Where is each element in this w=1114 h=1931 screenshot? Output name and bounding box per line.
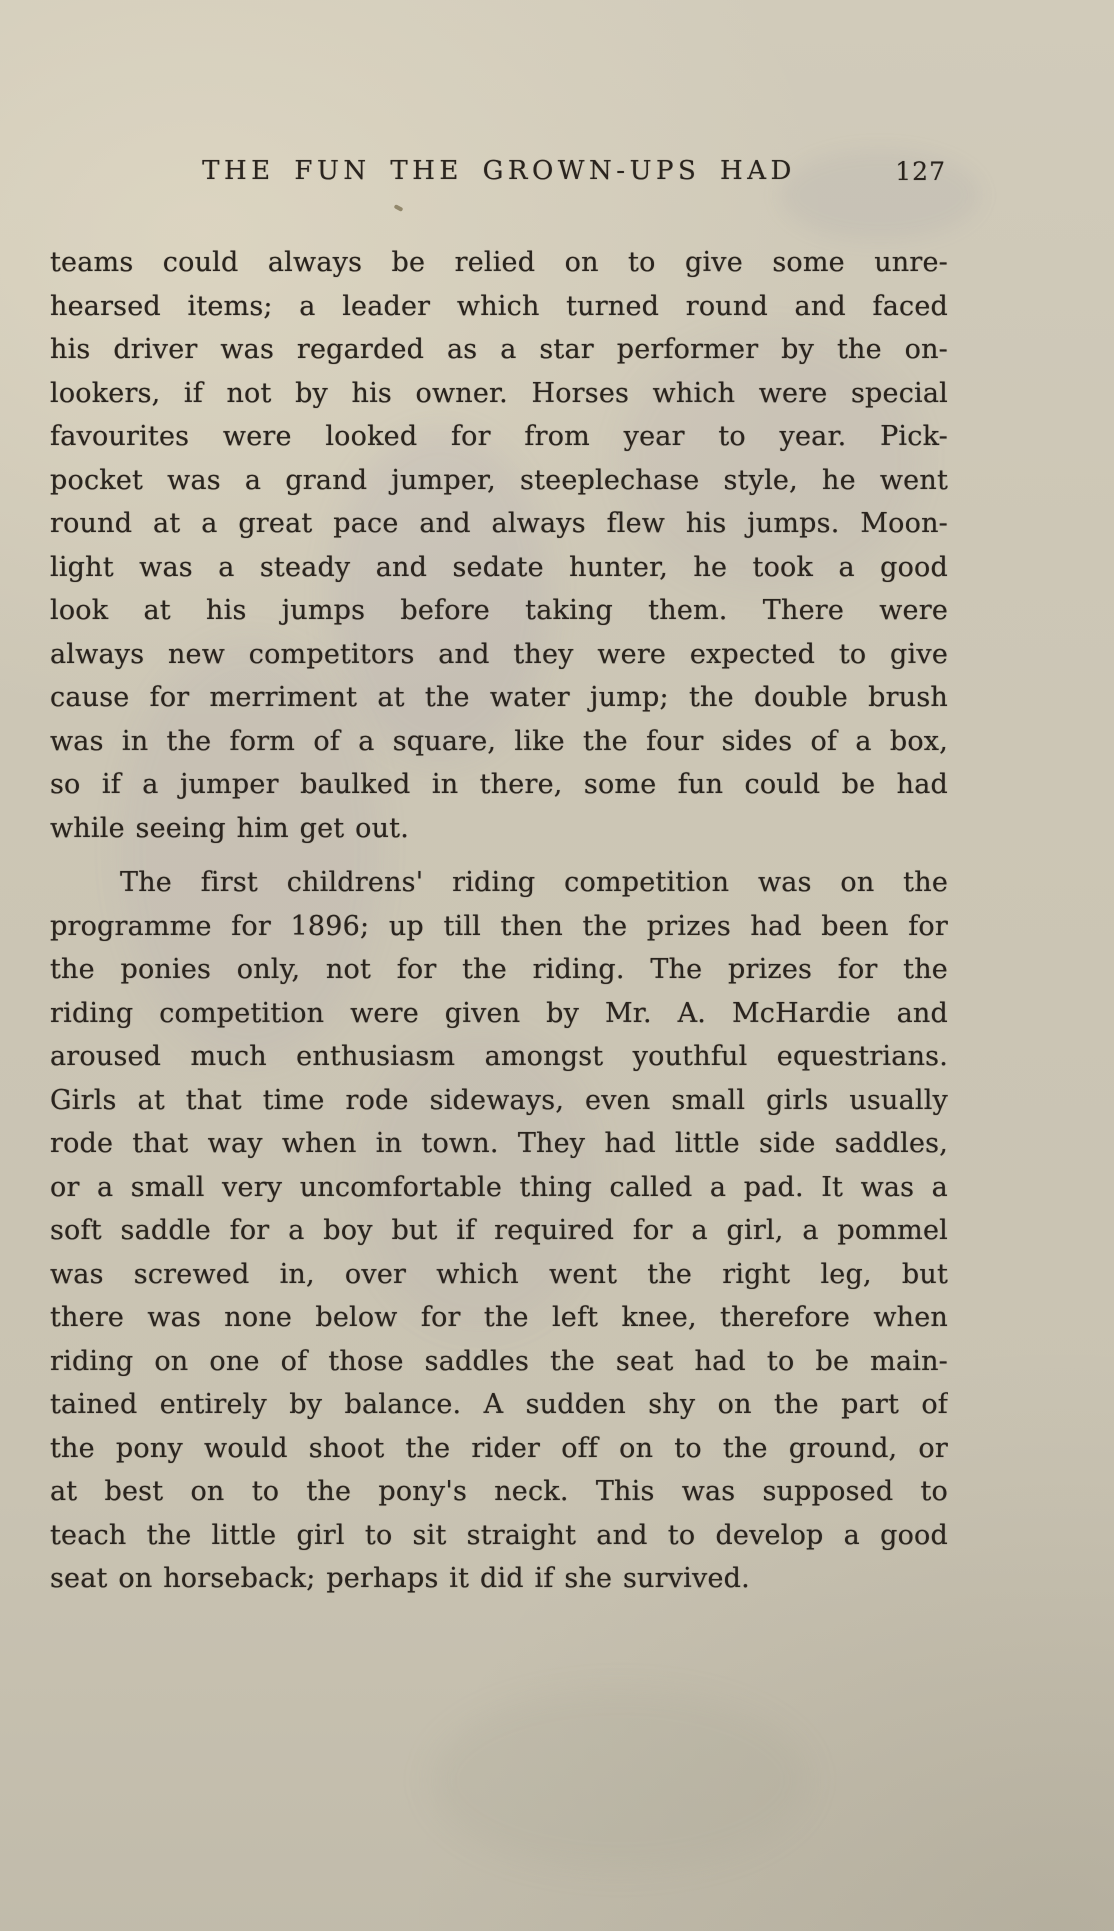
text-line: while seeing him get out.	[50, 812, 410, 844]
text-line: his driver was regarded as a star performer by the on-	[50, 334, 948, 365]
text-line: programme for 1896; up till then the prizes had been for	[50, 910, 948, 942]
chapter-title: THE FUN THE GROWN-UPS HAD	[202, 156, 796, 186]
running-header	[50, 156, 948, 196]
text-line: riding competition were given by Mr. A. McHardie and	[50, 997, 948, 1029]
paragraph	[50, 861, 948, 1601]
print-speck	[394, 204, 404, 212]
text-column	[50, 241, 948, 1601]
text-line: riding on one of those saddles the seat had to be main-	[50, 1345, 948, 1377]
text-line: The first childrens' riding competition was on the	[120, 867, 948, 898]
text-line: cause for merriment at the water jump; the double brush	[50, 682, 948, 713]
text-line: look at his jumps before taking them. There were	[50, 595, 948, 626]
text-line: teach the little girl to sit straight and to develop a good	[50, 1519, 948, 1551]
text-line: the ponies only, not for the riding. The prizes for the	[50, 954, 948, 985]
text-line: round at a great pace and always flew his jumps. Moon-	[50, 508, 948, 539]
page-number: 127	[895, 157, 946, 186]
text-line: soft saddle for a boy but if required for a girl, a pommel	[50, 1215, 948, 1246]
text-line: rode that way when in town. They had little side saddles,	[50, 1128, 948, 1159]
text-line: always new competitors and they were expected to give	[50, 638, 948, 670]
text-line: or a small very uncomfortable thing called a pad. It was a	[50, 1171, 948, 1203]
text-line: seat on horseback; perhaps it did if she survived.	[50, 1563, 750, 1594]
paper-bleedthrough-smudge	[430, 1690, 810, 1870]
text-line: there was none below for the left knee, therefore when	[50, 1302, 948, 1333]
text-line: the pony would shoot the rider off on to the ground, or	[50, 1432, 948, 1464]
text-line: aroused much enthusiasm amongst youthful equestrians.	[50, 1041, 948, 1072]
text-line: lookers, if not by his owner. Horses which were special	[50, 377, 948, 409]
text-line: pocket was a grand jumper, steeplechase style, he went	[50, 464, 948, 496]
text-line: at best on to the pony's neck. This was supposed to	[50, 1476, 948, 1507]
text-line: teams could always be relied on to give some unre-	[50, 247, 948, 278]
text-line: hearsed items; a leader which turned round and faced	[50, 290, 948, 322]
text-line: was screwed in, over which went the right leg, but	[50, 1258, 948, 1290]
paragraph	[50, 241, 948, 850]
text-line: favourites were looked for from year to year. Pick-	[50, 421, 948, 452]
text-line: so if a jumper baulked in there, some fun could be had	[50, 769, 948, 800]
text-line: tained entirely by balance. A sudden shy on the part of	[50, 1389, 948, 1420]
text-line: light was a steady and sedate hunter, he took a good	[50, 551, 948, 583]
text-line: Girls at that time rode sideways, even small girls usually	[50, 1084, 948, 1116]
text-line: was in the form of a square, like the four sides of a box,	[50, 725, 948, 757]
